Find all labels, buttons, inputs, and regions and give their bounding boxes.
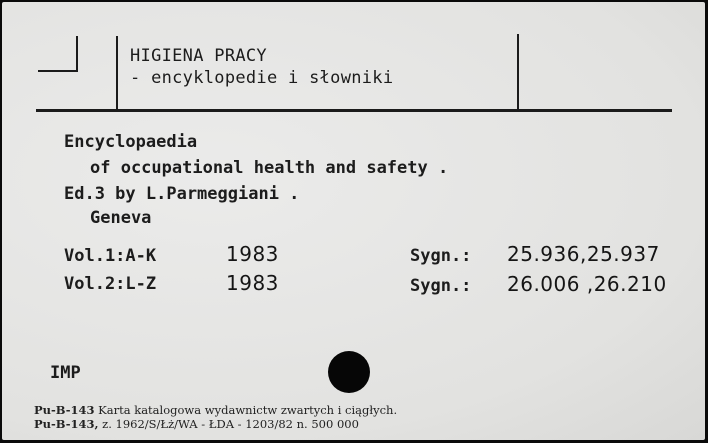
corner-mark-vertical <box>76 36 78 72</box>
signature-label: Sygn.: <box>410 276 472 296</box>
punch-hole-dot <box>328 351 370 393</box>
imp-stamp: IMP <box>50 363 81 383</box>
footer-line-2 <box>34 418 359 431</box>
volume-year: 1983 <box>226 242 279 266</box>
footer-line-1 <box>34 404 397 417</box>
signature-label: Sygn.: <box>410 246 472 266</box>
footer-text: z. 1962/S/Łż/WA - ŁDA - 1203/82 n. 500 000 <box>102 417 359 431</box>
signature-number: 26.006 ,26.210 <box>507 272 667 296</box>
place-line: Geneva <box>90 208 152 228</box>
header-divider-right <box>517 34 519 111</box>
catalog-card <box>2 2 705 440</box>
corner-mark-horizontal <box>38 70 78 72</box>
volume-label: Vol.2:L-Z <box>64 274 157 294</box>
subject-subheading: - encyklopedie i słowniki <box>130 68 394 88</box>
signature-number: 25.936,25.937 <box>507 242 660 266</box>
header-rule <box>36 109 672 112</box>
title-line-1: Encyclopaedia <box>64 132 198 152</box>
volume-year: 1983 <box>226 271 279 295</box>
subject-heading: HIGIENA PRACY <box>130 46 267 66</box>
header-divider-left <box>116 36 118 111</box>
footer-code: Pu-B-143 <box>34 403 95 417</box>
volume-label: Vol.1:A-K <box>64 246 157 266</box>
edition-line: Ed.3 by L.Parmeggiani . <box>64 184 300 204</box>
title-line-2: of occupational health and safety . <box>90 158 449 178</box>
footer-code: Pu-B-143, <box>34 417 99 431</box>
footer-text: Karta katalogowa wydawnictw zwartych i ciągłych. <box>98 403 398 417</box>
